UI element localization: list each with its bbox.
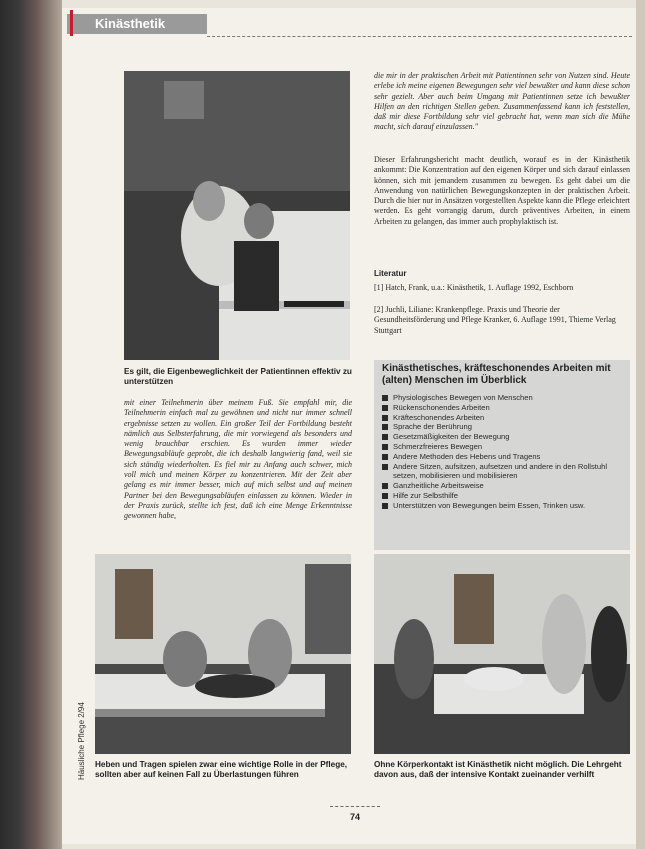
overview-list-item: Physiologisches Bewegen von Menschen	[382, 393, 626, 403]
right-column-text: Dieser Erfahrungsbericht macht deutlich, worauf es in der Kinästhetik ankommt: Die Konzentration auf den eigenen Körper und sich darauf einlassen können, sich mit jemandem zusammen zu bewegen. Es geht dabei um die Anwendung von natürlichen Bewegungskonzepten in der praktischen Arbeit. Durch die hier nur in Ansätzen vorgestellten Aspekte kann die Pflege erleichtert werden. Es geht vorrangig darum, durch präventives Arbeiten, in einem Arbeiten zu gelangen, das immer auch prophylaktisch ist.	[374, 155, 630, 226]
caption-bottom-right: Ohne Körperkontakt ist Kinästhetik nicht möglich. Die Lehrgeht davon aus, daß der intensive Kontakt zueinander verhilft	[374, 760, 622, 779]
overview-list	[382, 393, 626, 511]
page-number: 74	[350, 812, 361, 822]
literature-item: [1] Hatch, Frank, u.a.: Kinästhetik, 1. Auflage 1992, Eschborn	[374, 283, 574, 292]
overview-list-item: Hilfe zur Selbsthilfe	[382, 491, 626, 501]
overview-list-item: Andere Sitzen, aufsitzen, aufsetzen und andere in den Rollstuhl setzen, mobilisieren und mobilisieren	[382, 462, 626, 482]
book-spine	[0, 0, 62, 849]
right-column-quote: die mir in der praktischen Arbeit mit Patientinnen sehr von Nutzen sind. Heute erlebe ich meine eigenen Bewegungen sehr viel bewußter und kann diese schon sehr gezielt. Aber auch beim Umgang mit Patientinnen setze ich bewußter Hilfen an den richtigen Stellen geben. Zusammenfassend kann ich feststellen, daß mir diese Fortbildung sehr viel gebracht hat, wenn man sich die Mühe macht, sich darauf einzulassen."	[374, 71, 630, 132]
journal-side-label-text: Häusliche Pflege 2/94	[77, 702, 86, 780]
left-column-text: mit einer Teilnehmerin über meinem Fuß. Sie empfahl mir, die Teilnehmerin einfach mal zu gewöhnen und nicht nur immer schnell ergebnisse setzen zu wollen. Ein großer Teil der Fortbildung besteht nämlich aus Selbsterfahrung, die mir vorwiegend als besonders und wenig brauchbar erschien. Es wurden immer wieder Bewegungsabläufe geprobt, die ich deshalb langwierig fand, weil sie sich ständig wiederholten. Es fiel mir zu Anfang auch schwer, mich voll mich und meinen Körper zu konzentrieren. Mit der Zeit aber gelang es mir immer besser, mich auf mich selbst und auf meinen Partner bei den Bewegungsabläufen einlassen zu können. Wieder in der Praxis zurück, stellte ich fest, daß ich eine Menge Erkenntnisse gewonnen habe,	[124, 398, 352, 521]
header-accent-mark	[70, 10, 73, 36]
overview-list-item: Andere Methoden des Hebens und Tragens	[382, 452, 626, 462]
overview-list-item: Sprache der Berührung	[382, 422, 626, 432]
section-header	[67, 14, 207, 34]
caption-bottom-left: Heben und Tragen spielen zwar eine wichtige Rolle in der Pflege, sollten aber auf keinen Fall zu Überlastungen führen	[95, 760, 348, 779]
photo-bottom-left	[95, 554, 351, 754]
photo-bottom-right	[374, 554, 630, 754]
photo-top	[124, 71, 350, 360]
header-rule	[207, 36, 632, 37]
literature-item: [2] Juchli, Liliane: Krankenpflege. Praxis und Theorie der Gesundheitsförderung und Pflege Kranker, 6. Auflage 1991, Thieme Verlag Stuttgart	[374, 305, 616, 335]
overview-list-item: Gesetzmäßigkeiten der Bewegung	[382, 432, 626, 442]
overview-list-item: Unterstützen von Bewegungen beim Essen, Trinken usw.	[382, 501, 626, 511]
journal-side-label	[74, 690, 88, 780]
overview-list-item: Rückenschonendes Arbeiten	[382, 403, 626, 413]
section-title: Kinästhetik	[95, 16, 166, 31]
caption-top: Es gilt, die Eigenbeweglichkeit der Patientinnen effektiv zu unterstützen	[124, 367, 352, 386]
overview-list-item: Kräfteschonendes Arbeiten	[382, 413, 626, 423]
overview-list-item: Schmerzfreieres Bewegen	[382, 442, 626, 452]
overview-list-item: Ganzheitliche Arbeitsweise	[382, 481, 626, 491]
page-number-rule	[330, 806, 380, 807]
literature-title: Literatur	[374, 269, 407, 278]
overview-box-title: Kinästhetisches, kräfteschonendes Arbeiten mit (alten) Menschen im Überblick	[382, 363, 611, 386]
page-edge	[636, 0, 645, 849]
